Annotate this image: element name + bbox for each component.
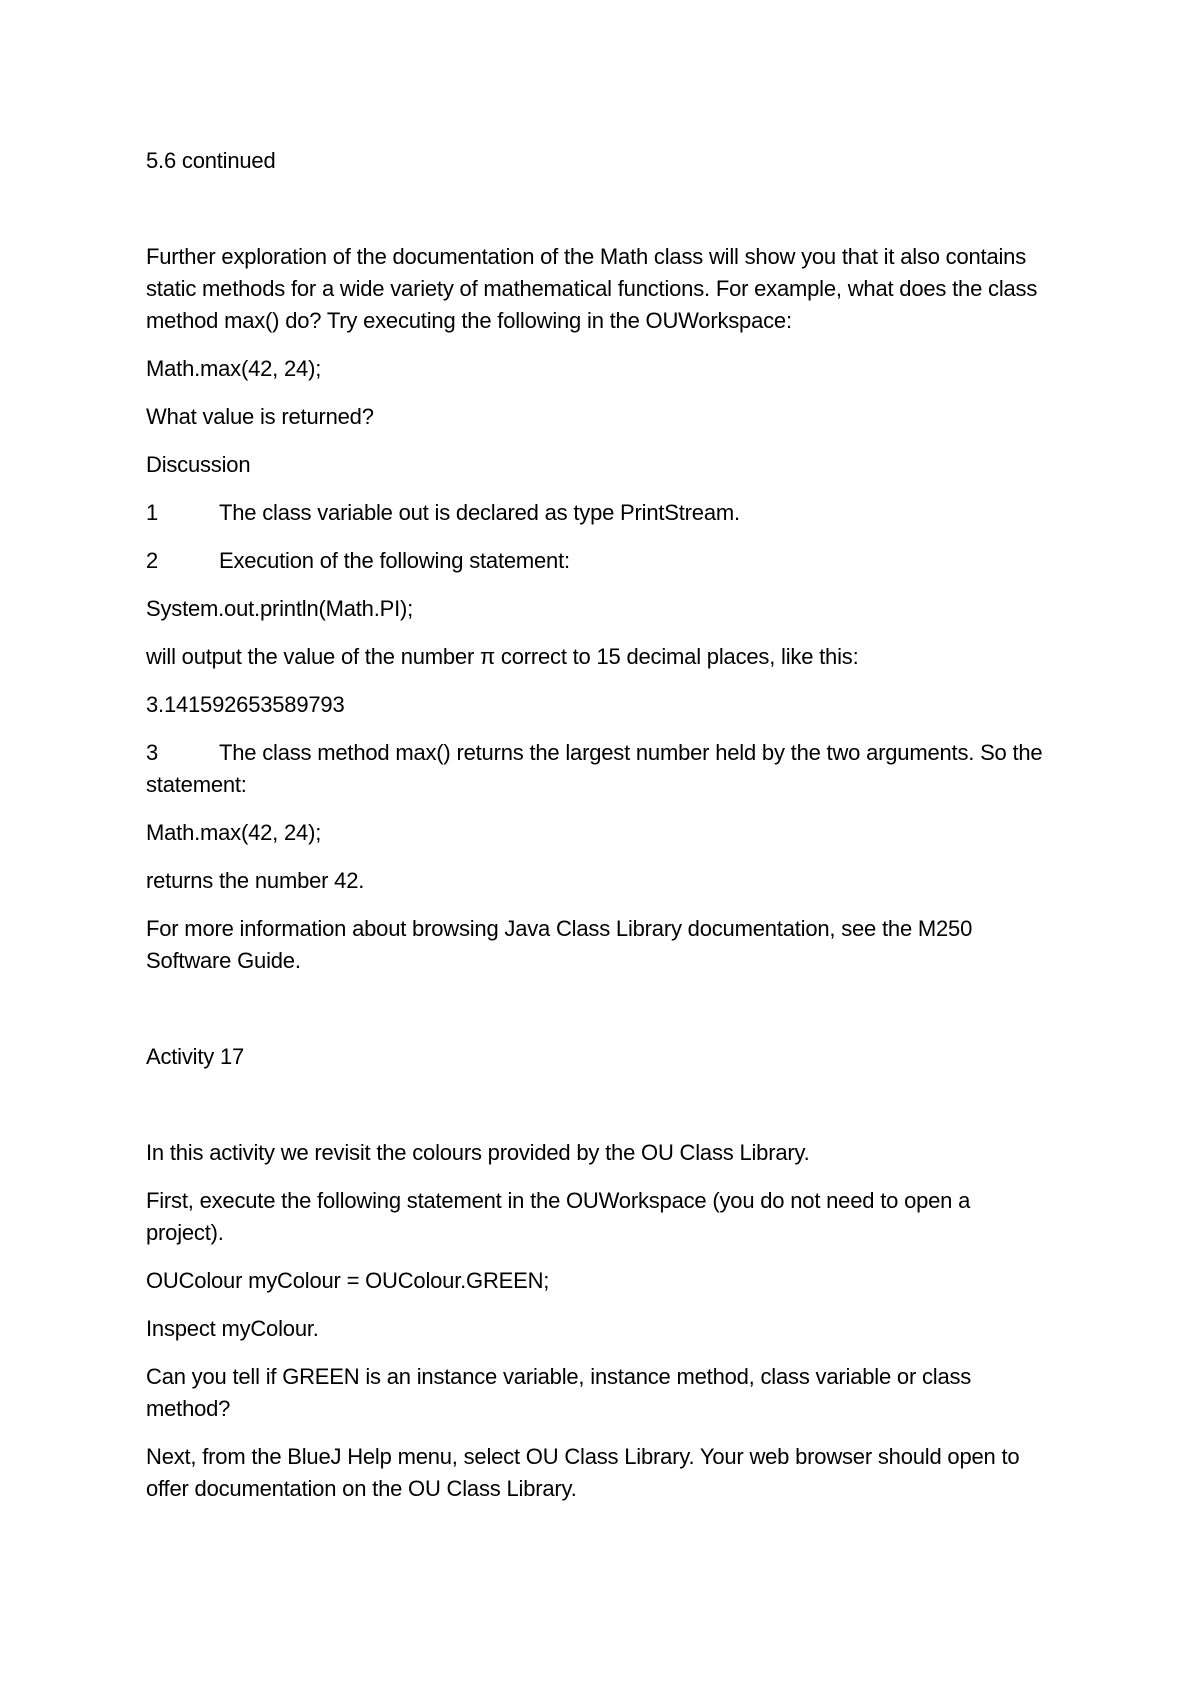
activity-inspect: Inspect myColour.: [146, 1316, 319, 1341]
discussion-item-3: [146, 737, 1046, 801]
item-number: 3: [146, 740, 159, 765]
code-line-max: Math.max(42, 24);: [146, 356, 322, 381]
activity-heading: Activity 17: [146, 1044, 245, 1069]
document-body: [146, 145, 1046, 1521]
item-text: The class method max() returns the largest number held by the two arguments. So the statement:: [146, 740, 1043, 797]
item-text: The class variable out is declared as type PrintStream.: [219, 500, 740, 525]
discussion-heading: Discussion: [146, 452, 251, 477]
item-number: 1: [146, 500, 159, 525]
output-description: will output the value of the number π correct to 15 decimal places, like this:: [146, 644, 859, 669]
code-line-colour: OUColour myColour = OUColour.GREEN;: [146, 1268, 550, 1293]
returns-text: returns the number 42.: [146, 868, 365, 893]
activity-question-green: Can you tell if GREEN is an instance variable, instance method, class variable or class method?: [146, 1364, 972, 1421]
question-value: What value is returned?: [146, 404, 374, 429]
code-line-println: System.out.println(Math.PI);: [146, 596, 414, 621]
intro-paragraph: Further exploration of the documentation of the Math class will show you that it also contains static methods for a wide variety of mathematical functions. For example, what does the class method max() do? Try executing the following in the OUWorkspace:: [146, 244, 1038, 333]
activity-intro: In this activity we revisit the colours provided by the OU Class Library.: [146, 1140, 810, 1165]
more-info-paragraph: For more information about browsing Java Class Library documentation, see the M250 Software Guide.: [146, 916, 973, 973]
activity-first-step: First, execute the following statement in the OUWorkspace (you do not need to open a project).: [146, 1188, 971, 1245]
section-heading: 5.6 continued: [146, 148, 276, 173]
discussion-item-1: [146, 497, 1046, 529]
item-number: 2: [146, 548, 159, 573]
discussion-item-2: [146, 545, 1046, 577]
pi-value: 3.141592653589793: [146, 692, 345, 717]
item-text: Execution of the following statement:: [219, 548, 570, 573]
code-line-max-2: Math.max(42, 24);: [146, 820, 322, 845]
activity-next-step: Next, from the BlueJ Help menu, select OU Class Library. Your web browser should open to offer documentation on the OU Class Library.: [146, 1444, 1020, 1501]
